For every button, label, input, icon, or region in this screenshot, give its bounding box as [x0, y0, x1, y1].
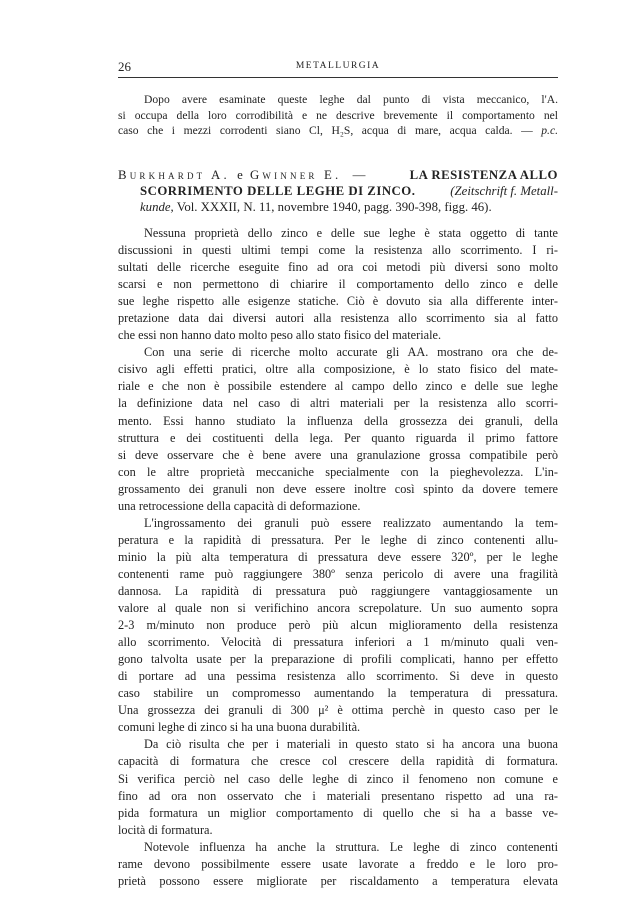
body-line: pida formatura un miglior comportamento di quello che si ha a basse ve-: [118, 805, 558, 820]
author-conjunction: e: [237, 168, 243, 182]
title-dash: —: [352, 168, 366, 182]
body-line: pretazione data dai diversi autori alla resistenza allo scorrimento sia al fatto: [118, 311, 558, 326]
body-line: mento. Essi hanno studiato la influenza della grossezza dei granuli, della: [118, 413, 558, 428]
body-line: 2-3 m/minuto non produce però più alcun miglioramento della resistenza: [118, 618, 558, 633]
reference-line-2: [118, 183, 558, 199]
body-line: sultati delle ricerche eseguite fino ad ora coi metodi più diversi sono molto: [118, 260, 558, 275]
author-2: Gwinner E.: [249, 168, 342, 182]
paragraph-first-line: Da ciò risulta che per i materiali in questo stato si ha ancora una buona: [144, 737, 558, 752]
citation-details: Vol. XXXII, N. 11, novembre 1940, pagg. 390-398, figg. 46).: [176, 200, 492, 214]
body-line: discussioni in questi ultimi tempi come la resistenza allo scorrimento. I ri-: [118, 243, 558, 258]
abstract-line: caso che i mezzi corrodenti siano Cl, H₂S, acqua di mare, acqua calda. — p.c.: [118, 124, 558, 138]
reference-line-1: [118, 167, 558, 183]
body-line: sue leghe rispetto alle esigenze statiche. Ciò è dovuto sia alla differente inter-: [118, 294, 558, 309]
reference-line-3: [118, 199, 558, 215]
body-line: capacità di formatura che cresce col crescere della rapidità di formatura.: [118, 754, 558, 769]
body-line: Si verifica perciò nel caso delle leghe di zinco il fenomeno non comune e: [118, 771, 558, 786]
body-line: una retrocessione della capacità di deformazione.: [118, 498, 361, 513]
page-header: [118, 59, 558, 75]
article-title-part-1: LA RESISTENZA ALLO: [409, 168, 558, 182]
body-line: peratura e la rapidità di pressatura. Per le leghe di zinco contenenti allu-: [118, 532, 558, 547]
body-line: comuni leghe di zinco si ha una buona durabilità.: [118, 720, 361, 735]
body-line: prietà possono essere migliorate per riscaldamento a temperatura elevata: [118, 873, 558, 888]
body-line: con le altre proprietà meccaniche specialmente con la pieghevolezza. L'in-: [118, 464, 558, 479]
journal-name-part-1: (Zeitschrift f. Metall-: [450, 184, 558, 198]
body-line: grossamento dei granuli non deve essere inoltre così spinto da dovere temere: [118, 481, 558, 496]
body-line: contenenti rame può raggiungere 380º senza pericolo di avere una fragilità: [118, 566, 558, 581]
body-line: si deve osservare che è bene avere una granulazione grossa compatibile però: [118, 447, 558, 462]
body-line: fino ad ora non osservato che i materiali presentano rispetto ad una ra-: [118, 788, 558, 803]
running-title: METALLURGIA: [295, 61, 381, 71]
abstract-line: si occupa della loro corrodibilità e ne descrive brevemente il comportamento nel: [118, 108, 558, 122]
body-line: valore al quale non si verifichino ancora screpolature. Un suo aumento sopra: [118, 601, 558, 616]
body-line: che essi non hanno dato molto peso allo stato fisico del materiale.: [118, 328, 442, 343]
body-line: caso stabilire un compromesso aumentando la temperatura di pressatura.: [118, 686, 558, 701]
author-1: Burkhardt A.: [118, 168, 230, 182]
article-title-part-2: SCORRIMENTO DELLE LEGHE DI ZINCO.: [140, 184, 416, 198]
body-line: dannosa. La rapidità di pressatura può raggiungere vantaggiosamente un: [118, 583, 558, 598]
body-line: gono talvolta usate per la preparazione di profili complicati, hanno per effetto: [118, 652, 558, 667]
body-line: di portare ad una pessima resistenza allo scorrimento. Si deve in questo: [118, 669, 558, 684]
body-line: scarsi e non permettono di chiarire il comportamento dello zinco e delle: [118, 277, 558, 292]
body-line: rame devono possibilmente essere usate lavorate a freddo e le loro pro-: [118, 856, 558, 871]
body-line: la definizione data nel caso di altri materiali per la resistenza allo scorri-: [118, 396, 558, 411]
header-rule: [118, 77, 558, 78]
body-line: minio la più alta temperatura di pressatura deve essere 320º, per le leghe: [118, 549, 558, 564]
abstract-signature: p.c.: [541, 124, 558, 138]
body-line: Una grossezza dei granuli di 300 μ² è ottima perchè in questo caso per le: [118, 703, 558, 718]
body-line: riale e che non è possibile estendere al campo dello zinco e delle sue leghe: [118, 379, 558, 394]
paragraph-first-line: L'ingrossamento dei granuli può essere realizzato aumentando la tem-: [144, 515, 558, 530]
body-line: allo scorrimento. Velocità di pressatura inferiori a 1 m/minuto quali ven-: [118, 635, 558, 650]
paragraph-first-line: Con una serie di ricerche molto accurate gli AA. mostrano ora che de-: [144, 345, 558, 360]
article-reference: [118, 167, 558, 215]
abstract-line: Dopo avere esaminate queste leghe dal punto di vista meccanico, l'A.: [144, 93, 558, 106]
paragraph-first-line: Notevole influenza ha anche la struttura. Le leghe di zinco contenenti: [144, 839, 558, 854]
body-line: struttura e dei costituenti della lega. Per quanto riguarda il primo fattore: [118, 430, 558, 445]
article-body: [118, 225, 558, 890]
authors: [118, 167, 365, 183]
body-line: locità di formatura.: [118, 822, 213, 837]
page-number: 26: [118, 59, 131, 74]
body-line: cisivo agli effetti pratici, oltre alla composizione, è lo stato fisico del mate-: [118, 362, 558, 377]
journal-name-part-2: kunde,: [140, 200, 174, 214]
paragraph-first-line: Nessuna proprietà dello zinco e delle sue leghe è stata oggetto di tante: [144, 226, 558, 240]
previous-abstract: [118, 92, 558, 139]
